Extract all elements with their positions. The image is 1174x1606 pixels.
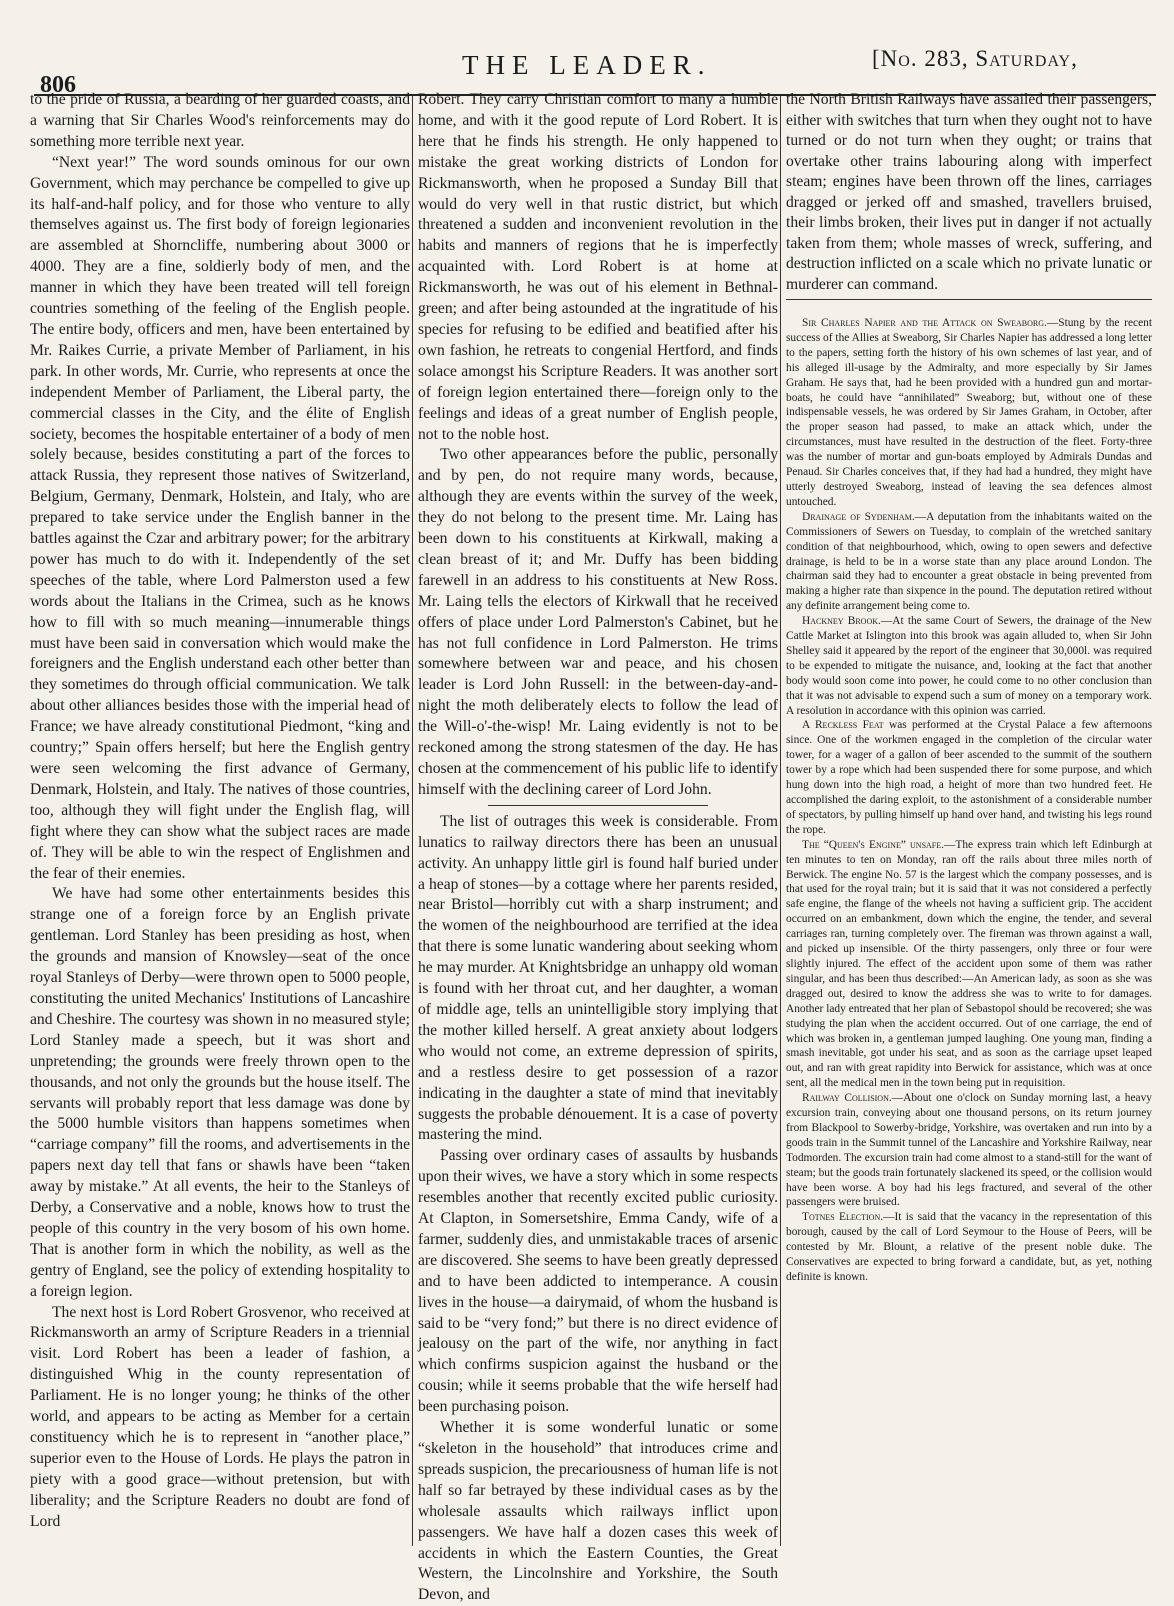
news-item bbox=[786, 614, 1152, 718]
publication-title: THE LEADER. bbox=[462, 50, 712, 80]
news-item-text: —A deputation from the inhabitants waited on the Commissioners of Sewers on Tuesday, to complain of the wretched sanitary condition of that neighbourhood, which, owing to open sewers and defective drainage, is held to be in a worse state than any place around London. The chairman said they had to encounter a great obstacle in being prevented from making a higher rate than sixpence in the pound. The deputation retired without any definite arrangement being come to. bbox=[786, 510, 1152, 613]
paragraph: Whether it is some wonderful lunatic or some “skeleton in the household” that introduces crime and spreads suspicion, the precariousness of human life is not half so far betrayed by these individual cases as by the wholesale assaults which railways inflict upon passengers. We have half a dozen cases this week of accidents in which the Eastern Counties, the Great Western, the Lincolnshire and Yorkshire, the South Devon, and bbox=[418, 1419, 778, 1604]
news-item-heading: Totnes Election. bbox=[802, 1211, 884, 1224]
news-item bbox=[786, 1091, 1152, 1210]
paragraph: the North British Railways have assailed their passengers, either with switches that turn when they ought not to have turned or do not turn when they ought; or trains that overtake other trains labouring along with imperfect steam; engines have been thrown off the lines, carriages dragged or jerked off and smashed, travellers bruised, their limbs broken, their lives put in danger if not actually taken from them; whole masses of wreck, suffering, and destruction inflicted on a scale which no private lunatic or murderer can command. bbox=[786, 91, 1152, 293]
news-item-text: —At the same Court of Sewers, the drainage of the New Cattle Market at Islington into this brook was again alluded to, when Sir John Shelley said it appeared by the report of the engineer that 30,000l. was required to be expended to mitigate the nuisance, and, looking at the fact that another body would soon come into power, he could come to no other conclusion than that it was not advisable to expend such a sum of money on a temporary work. A resolution in accordance with this opinion was carried. bbox=[786, 615, 1152, 717]
news-item bbox=[786, 718, 1152, 837]
news-item-heading: Hackney Brook. bbox=[802, 615, 881, 628]
news-item-text: —Stung by the recent success of the Allies at Sweaborg, Sir Charles Napier has addressed a long letter to the papers, setting forth the history of his own schemes of last year, and of his alleged ill-usage by the Admiralty, and more especially by Sir James Graham. He says that, had he been provided with a hundred gun and mortar-boats, he could have “annihilated” Sweaborg; but, without one of these indispensable vessels, he was ordered by Sir James Graham, in October, after the proper season had passed, to make an attack which, under the circumstances, must have resulted in the destruction of the fleet. Forty-three was the number of mortar and gun-boats employed by Admirals Dundas and Penaud. Sir Charles conceives that, if they had had a hundred, they might have utterly destroyed Sweaborg, instead of leaving the sea defences almost untouched. bbox=[786, 317, 1152, 508]
news-item-heading: The “Queen's Engine” unsafe. bbox=[802, 838, 944, 851]
news-item bbox=[786, 316, 1152, 510]
news-item-text: was performed at the Crystal Palace a few afternoons since. One of the workmen engaged in the completion of the circular water tower, for a wager of a gallon of beer ascended to the summit of the southern tower by a rope which had been suspended there for some purpose, and which hung down into the high road, a height of more than two hundred feet. He accomplished the daring exploit, to the astonishment of a considerable number of spectators, by pulling himself up hand over hand, and twisting his legs round the rope. bbox=[786, 719, 1153, 836]
news-item-text: —The express train which left Edinburgh at ten minutes to ten on Monday, ran off the rails about three miles north of Berwick. The engine No. 57 is the largest which the company possesses, and is that used for the royal train; but it is said that it was not considered a perfectly safe engine, the flange of the wheels not having a sufficient grip. The accident occurred on an embankment, down which the engine, the tender, and several carriages ran, turning completely over. The fireman was thrown against a wall, and picked up insensible. Of the thirty passengers, only three or four were slightly injured. The effect of the accident upon some of them was rather singular, and has been thus described:—An American lady, as soon as she was dragged out, desired to know the address she was to write to for damages. Another lady entreated that her plan of Sebastopol should be recovered; she was studying the plan when the accident occurred. Out of one carriage, the end of which was broken in, a gentleman jumped laughing. One young man, finding a smash inevitable, got under his seat, and as soon as the carriage upset leaped out, and ran with great rapidity into Berwick for assistance, which was at once sent, all the medical men in the town being put in requisition. bbox=[786, 838, 1152, 1090]
paragraph: to the pride of Russia, a bearding of her guarded coasts, and a warning that Sir Charles Wood's reinforcements may do something more terrible next year. bbox=[30, 91, 410, 150]
news-item-text: —About one o'clock on Sunday morning last, a heavy excursion train, conveying about one thousand persons, on its return journey from Blackpool to Sowerby-bridge, Yorkshire, was overtaken and run into by a goods train in the Summit tunnel of the Lancashire and Yorkshire Railway, near Todmorden. The excursion train had come almost to a stand-still for the want of steam; but the goods train fortunately slackened its speed, or the collision would have been worse. A boy had his legs fractured, and several of the other passengers were bruised. bbox=[786, 1092, 1153, 1209]
issue-line: [No. 283, Saturday, bbox=[872, 46, 1078, 71]
page-number: 806 bbox=[40, 72, 76, 98]
news-item-heading: Railway Collision. bbox=[802, 1092, 892, 1105]
news-item bbox=[786, 838, 1152, 1091]
article-column-1 bbox=[30, 90, 410, 1533]
paragraph: Passing over ordinary cases of assaults by husbands upon their wives, we have a story which in some respects resembles another that recently excited public curiosity. At Clapton, in Somersetshire, Emma Candy, wife of a farmer, suddenly dies, and unmistakable traces of arsenic are discovered. She seems to have been greatly depressed and to have been addicted to intemperance. A cousin lives in the house—a dairymaid, of whom the husband is said to be “very fond;” but there is no direct evidence of jealousy on the part of the wife, nor anything in fact which confirms suspicion against the husband or the cousin; while it seems probable that the wife herself had been purchasing poison. bbox=[418, 1147, 778, 1416]
masthead bbox=[0, 0, 1174, 100]
news-item-heading: Drainage of Sydenham. bbox=[802, 510, 915, 523]
news-item-heading: Sir Charles Napier and the Attack on Sweaborg. bbox=[802, 317, 1047, 329]
paragraph: The next host is Lord Robert Grosvenor, who received at Rickmansworth an army of Scripture Readers in a triennial visit. Lord Robert has been a leader of fashion, a distinguished Whig in the county representation of Parliament. He is no longer young; he thinks of the other world, and appears to be acting as Member for a certain constituency which he is to represent in “another place,” superior even to the House of Lords. He plays the patron in piety with a good grace—without pretension, but with liberality; and the Scripture Readers no doubt are fond of Lord bbox=[30, 1303, 410, 1530]
news-item-heading: A Reckless Feat bbox=[802, 719, 884, 732]
paragraph: We have had some other entertainments besides this strange one of a foreign force by an English private gentleman. Lord Stanley has been presiding as host, when the grounds and mansion of Knowsley—seat of the once royal Stanleys of Derby—were thrown open to 5000 people, constituting the united Mechanics' Institutions of Lancashire and Cheshire. The courtesy was shown in no measured style; Lord Stanley made a speech, but it was short and unpretending; the grounds were freely thrown open to the thousands, and not only the grounds but the house itself. The servants will probably report that less damage was done by the 5000 humble visitors than happens sometimes when “carriage company” fill the rooms, and advertisements in the papers next day tell that fans or shawls have been “taken away by mistake.” At all events, the heir to the Stanleys of Derby, a Conservative and a noble, knows how to trust the people of this country in the very bosom of his own home. That is another form in which the nobility, as well as the gentry of England, see the policy of extending hospitality to a foreign legion. bbox=[30, 885, 410, 1300]
article-column-3 bbox=[786, 90, 1152, 1285]
column-rule-1 bbox=[412, 96, 413, 1546]
paragraph: Two other appearances before the public, personally and by pen, do not require many words, because, although they are events within the survey of the week, they do not belong to the present time. Mr. Laing has been down to his constituents at Kirkwall, making a clean breast of it; and Mr. Duffy has been bidding farewell in an address to his constituents at New Ross. Mr. Laing tells the electors of Kirkwall that he received offers of place under Lord Palmerston's Cabinet, but he has not full confidence in Lord Palmerston. He trims somewhere between war and peace, and his chosen leader is Lord John Russell: in the between-day-and-night the moth deliberately elects to follow the lead of the Will-o'-the-wisp! Mr. Laing evidently is not to be reckoned among the strong statesmen of the day. He has chosen at the commencement of his public life to identify himself with the declining career of Lord John. bbox=[418, 446, 778, 798]
news-item-text: —It is said that the vacancy in the representation of this borough, caused by the call of Lord Seymour to the House of Peers, will be contested by Mr. Blount, a relative of the present noble duke. The Conservatives are expected to bring forward a candidate, but, as yet, nothing definite is known. bbox=[786, 1211, 1152, 1283]
column-rule-2 bbox=[780, 96, 781, 1546]
paragraph: “Next year!” The word sounds ominous for our own Government, which may perchance be compelled to give up its half-and-half policy, and for those who venture to ally themselves against us. The first body of foreign legionaries are assembled at Shorncliffe, numbering about 3000 or 4000. They are a fine, soldierly body of men, and the manner in which they have been treated will tell foreign countries something of the feeling of the English people. The entire body, officers and men, have been entertained by Mr. Raikes Currie, a private Member of Parliament, in his park. In other words, Mr. Currie, who represents at once the independent Member of Parliament, the Liberal party, the commercial classes in the City, and the élite of English society, becomes the hospitable entertainer of a body of men solely because, besides constituting a part of the forces to attack Russia, they represent those natives of Switzerland, Belgium, Germany, Denmark, Holstein, and Italy, who are prepared to take service under the English banner in the battles against the Czar and arbitrary power; for the arbitrary power has much to do with it. Independently of the set speeches of the table, where Lord Palmerston used a few words about the Italians in the Crimea, such as he knows how to fill with so much meaning—innumerable things must have been said in conversation which would make the foreigners and the English understand each other better than they sometimes do through official communication. We talk about other alliances besides those with the imperial head of France; we have already constitutional Piedmont, “king and country;” Spain offers herself; but here the English gentry were seen welcoming the first advance of Germany, Denmark, Holstein, and Italy. The natives of those countries, too, although they will fight under the English flag, will fight where they can show what the subject races are made of. They will be able to win the respect of Englishmen and the fear of their enemies. bbox=[30, 153, 410, 882]
section-divider bbox=[488, 805, 708, 806]
article-column-2 bbox=[418, 90, 778, 1606]
paragraph: Robert. They carry Christian comfort to many a humble home, and with it the good repute of Lord Robert. It is here that he finds his strength. He only happened to mistake the great working districts of London for Rickmansworth, when he proposed a Sunday Bill that would do very well in that rustic district, but which threatened a sudden and inconvenient revolution in the habits and manners of regions that he is imperfectly acquainted with. Lord Robert is at home at Rickmansworth, he was out of his element in Bethnal-green; and after being astounded at the ingratitude of his species for refusing to be edified and beatified after his own fashion, he retreats to congenial Hertford, and finds solace amongst his Scripture Readers. It was another sort of foreign legion entertained there—foreign only to the feelings and ideas of a great number of English people, not to the noble host. bbox=[418, 91, 778, 443]
news-item bbox=[786, 1210, 1152, 1285]
paragraph: The list of outrages this week is considerable. From lunatics to railway directors there has been an unusual activity. An unhappy little girl is found half buried under a heap of stones—by a cottage where her parents resided, near Bristol—horribly cut with a sharp instrument; and the women of the neighbourhood are terrified at the idea that there is some lunatic wandering about seeking whom he may murder. At Knightsbridge an unhappy old woman is found with her throat cut, and her daughter, a woman of middle age, tells an unintelligible story implying that the mother killed herself. A great anxiety about lodgers who would not come, an extreme depression of spirits, and a restless desire to get possession of a razor indicating in the daughter a state of mind that inevitably suggests the probable dénouement. It is a case of poverty mastering the mind. bbox=[418, 812, 778, 1144]
section-divider bbox=[786, 299, 1152, 300]
news-notes bbox=[786, 316, 1152, 1285]
news-item bbox=[786, 510, 1152, 614]
